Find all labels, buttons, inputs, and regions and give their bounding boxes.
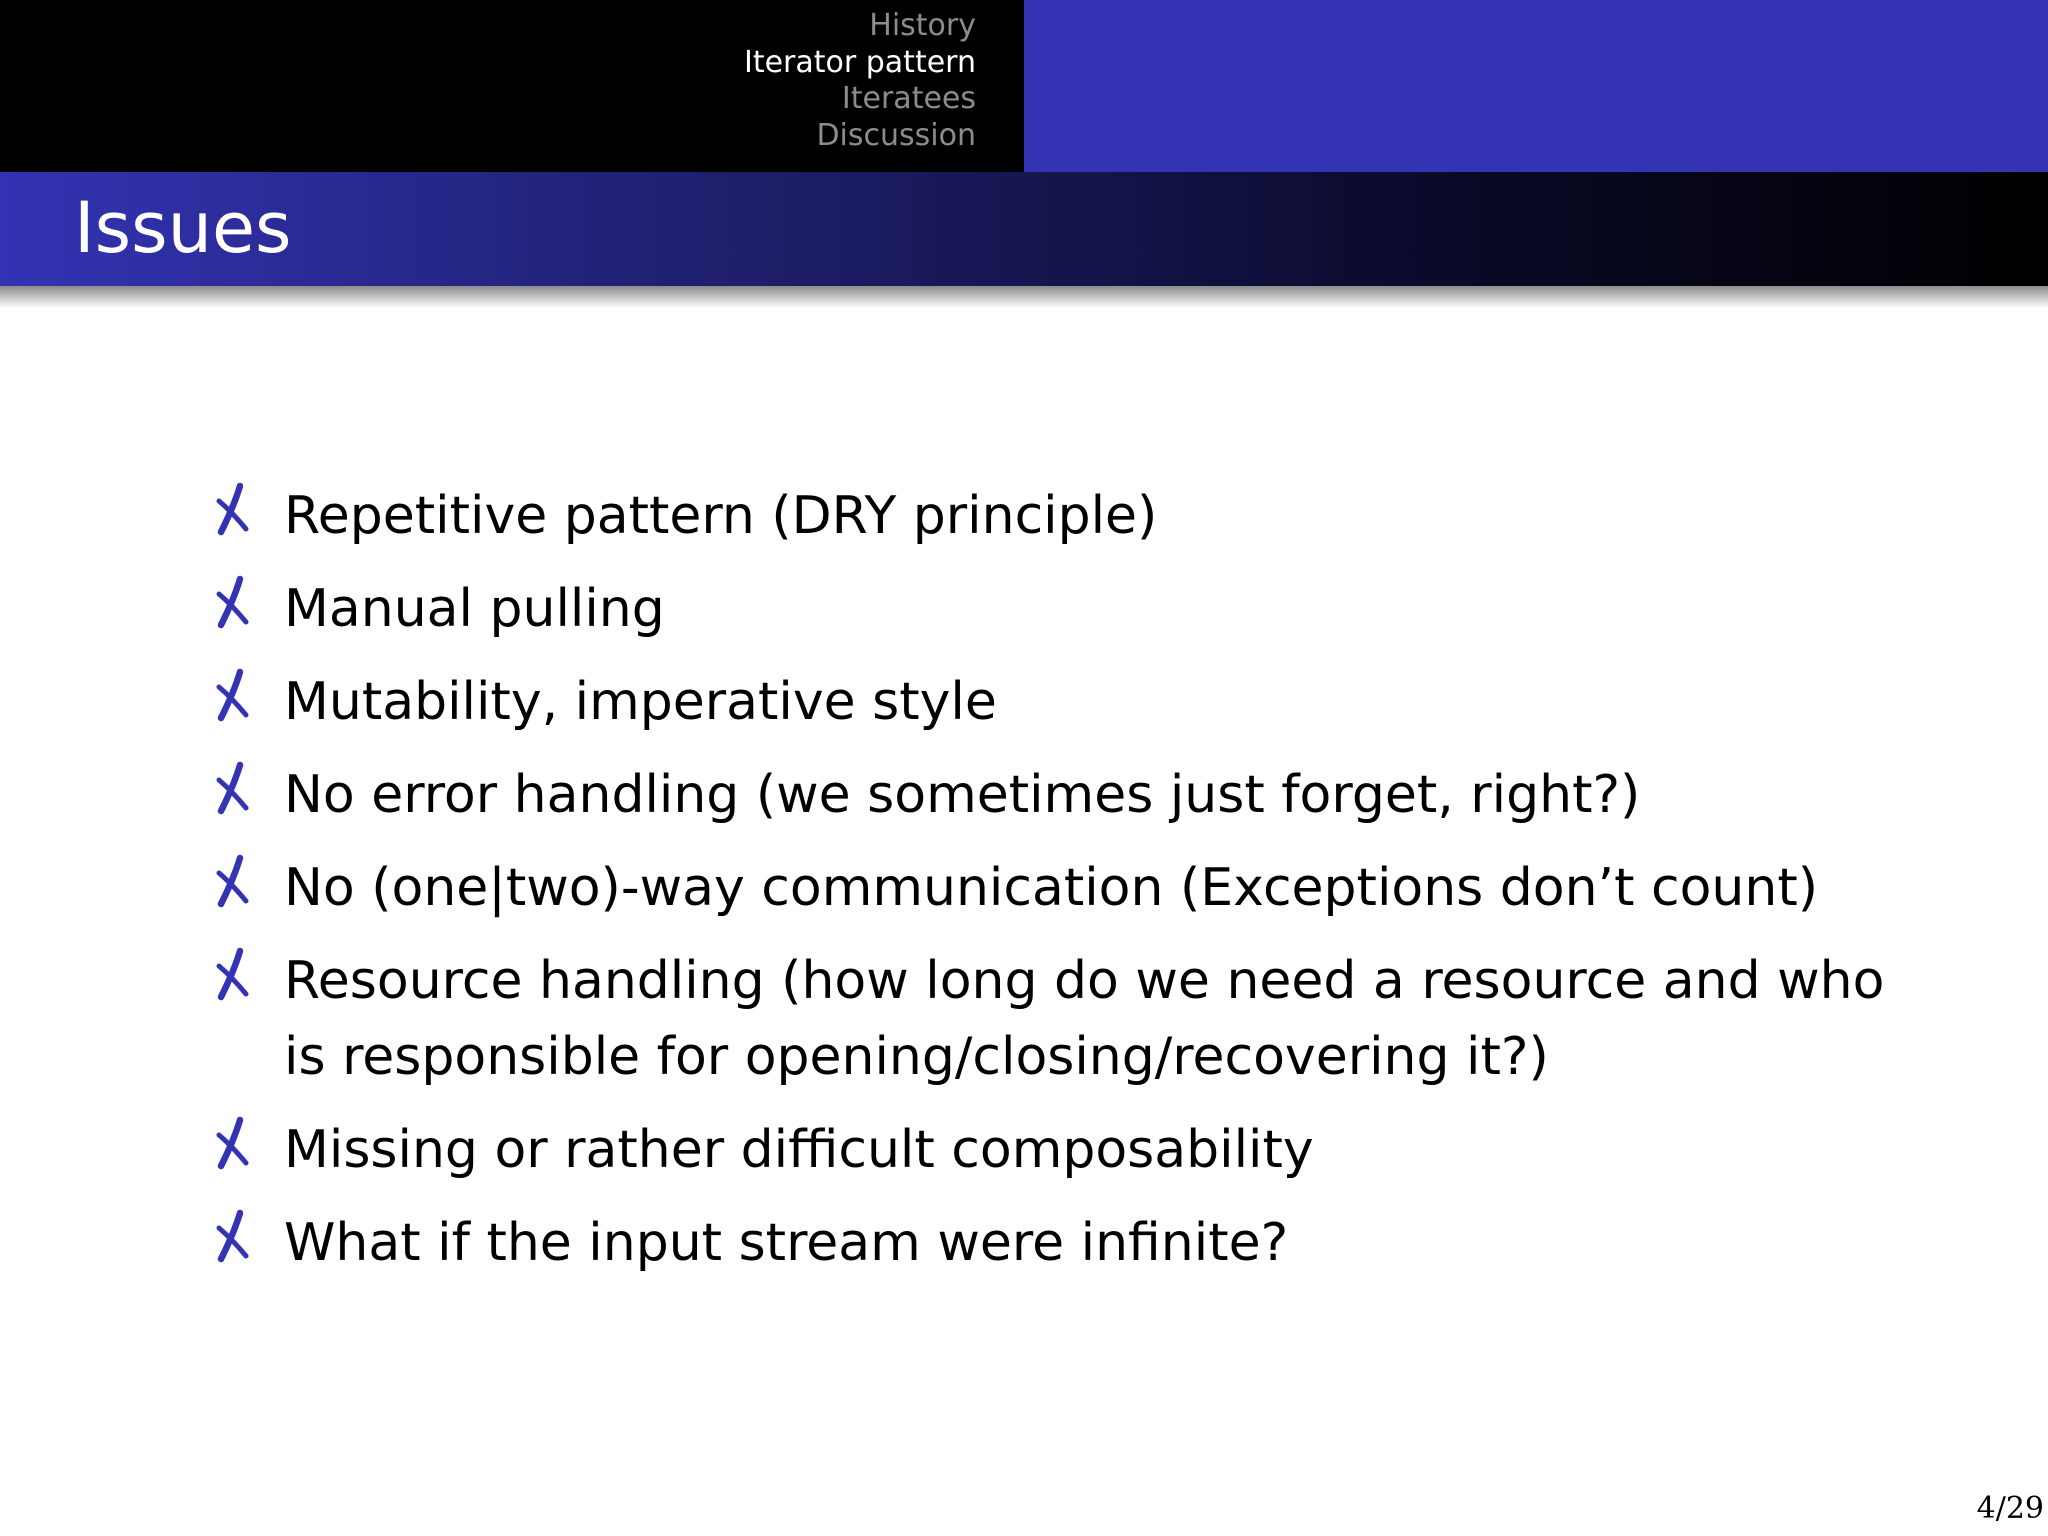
- cross-mark-icon: [210, 945, 254, 1005]
- headline-right-panel: [1024, 0, 2048, 172]
- issue-item: [210, 757, 1910, 833]
- headline-bar: [0, 0, 2048, 172]
- issue-text: What if the input stream were infinite?: [284, 1213, 1289, 1273]
- issue-text: Mutability, imperative style: [284, 672, 997, 732]
- cross-mark-icon: [210, 1114, 254, 1174]
- section-navigation-panel: [0, 0, 1024, 172]
- cross-mark-icon: [210, 852, 254, 912]
- issue-text: Resource handling (how long do we need a resource and who is responsible for opening/closing/recovering it?): [284, 951, 1885, 1087]
- issue-text: Manual pulling: [284, 579, 665, 639]
- issue-item: [210, 1205, 1910, 1281]
- issue-item: [210, 850, 1910, 926]
- cross-mark-icon: [210, 666, 254, 726]
- nav-section-discussion[interactable]: Discussion: [816, 117, 976, 153]
- issue-item: [210, 571, 1910, 647]
- issue-item: [210, 1112, 1910, 1188]
- issue-text: Repetitive pattern (DRY principle): [284, 486, 1158, 546]
- frame-title-bar: [0, 172, 2048, 286]
- frame-title: Issues: [74, 187, 292, 269]
- issue-item: [210, 664, 1910, 740]
- section-navigation: [744, 8, 976, 154]
- issues-list: [210, 478, 1910, 1298]
- issue-text: No (one|two)-way communication (Exceptions don’t count): [284, 858, 1818, 918]
- issue-item: [210, 478, 1910, 554]
- nav-section-iteratees[interactable]: Iteratees: [841, 81, 976, 116]
- cross-mark-icon: [210, 759, 254, 819]
- nav-section-history[interactable]: History: [869, 8, 976, 43]
- issue-text: Missing or rather difficult composability: [284, 1120, 1314, 1180]
- nav-section-iterator-pattern[interactable]: Iterator pattern: [743, 44, 976, 80]
- cross-mark-icon: [210, 480, 254, 540]
- page-number: 4/29: [1976, 1491, 2044, 1526]
- title-bar-shadow: [0, 286, 2048, 308]
- issue-text: No error handling (we sometimes just forget, right?): [284, 765, 1641, 825]
- cross-mark-icon: [210, 573, 254, 633]
- issue-item: [210, 943, 1910, 1095]
- cross-mark-icon: [210, 1207, 254, 1267]
